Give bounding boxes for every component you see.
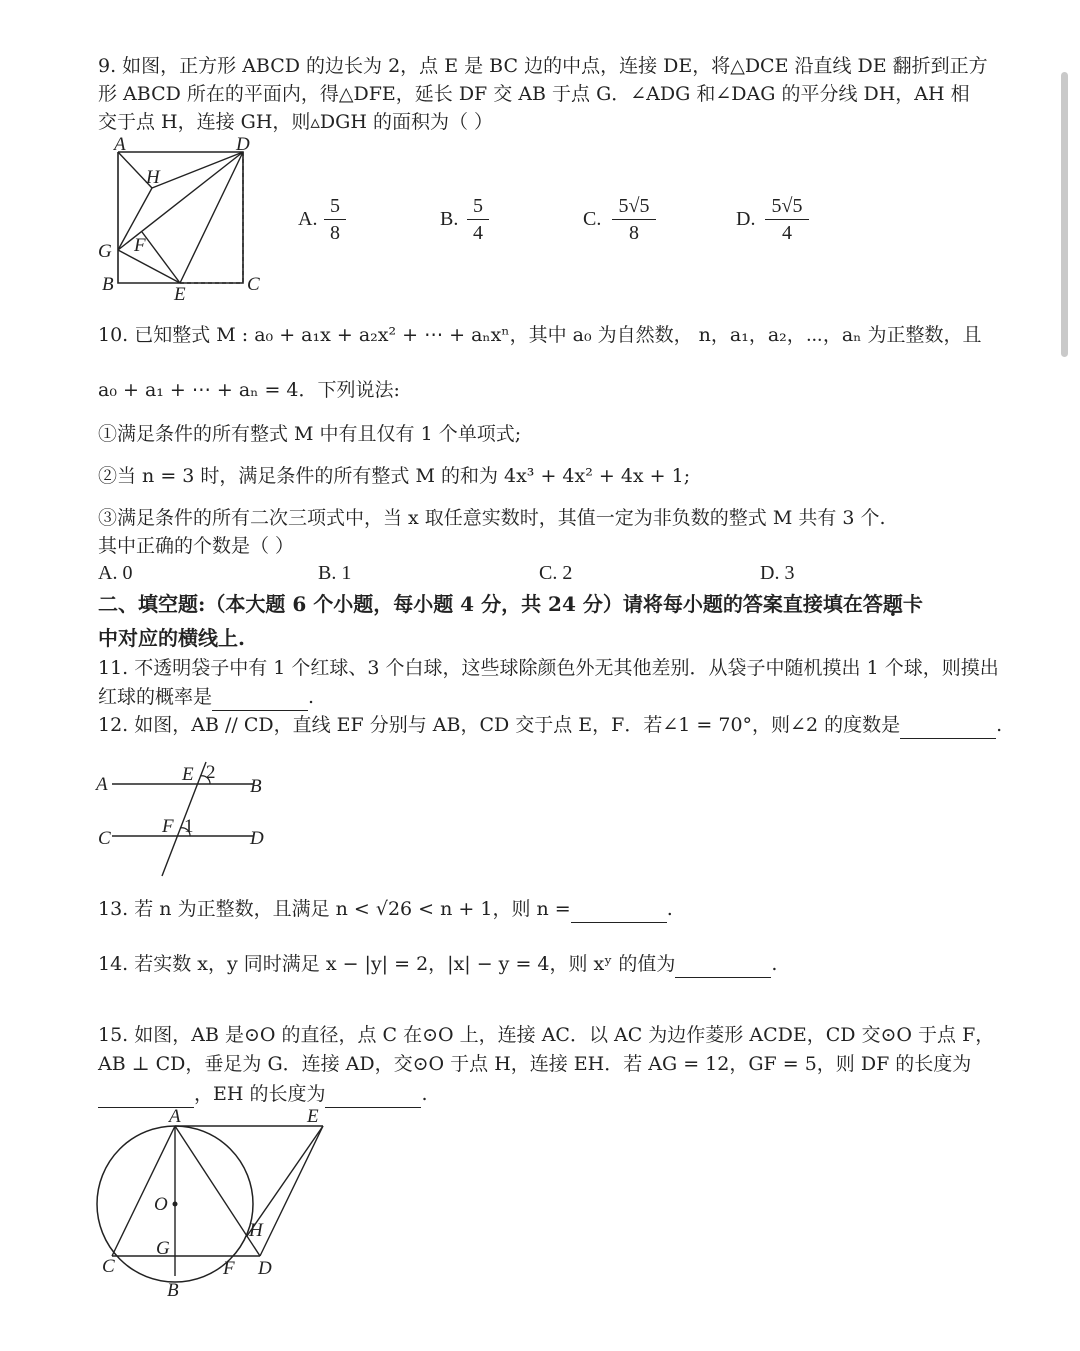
q10-option-b: B. 1	[318, 562, 352, 584]
q15-end: .	[421, 1083, 428, 1105]
section2-heading-main: 二、填空题:（本大题 6 个小题，每小题 4 分，共 24 分）请将每小题的答案直接填在	[98, 592, 863, 616]
label-F: F	[134, 235, 146, 256]
q9-option-a-num: 5	[330, 195, 340, 217]
q12-answer-blank[interactable]	[900, 716, 996, 739]
q9-option-a-fraction	[324, 194, 346, 245]
q15-line2: AB ⊥ CD，垂足为 G．连接 AD，交⊙O 于点 H，连接 EH．若 AG = 12，GF = 5，则 DF 的长度为	[98, 1053, 972, 1075]
q9-option-a-letter: A.	[298, 208, 318, 230]
label-angle-1: 1	[184, 816, 194, 837]
q10-line2: a₀ + a₁ + ⋯ + aₙ = 4．下列说法:	[98, 379, 400, 401]
q10-option-a: A. 0	[98, 562, 133, 584]
q11-answer-blank[interactable]	[212, 688, 308, 711]
label-A: A	[96, 774, 108, 795]
q11-line2	[98, 683, 314, 711]
q9-line1: 9. 如图，正方形 ABCD 的边长为 2，点 E 是 BC 边的中点，连接 DE，将△DCE 沿直线 DE 翻折到正方	[98, 55, 988, 77]
q14-text: 14. 若实数 x，y 同时满足 x − |y| = 2，|x| − y = 4，则 xʸ 的值为	[98, 953, 676, 975]
q11-line1: 11. 不透明袋子中有 1 个红球、3 个白球，这些球除颜色外无其他差别．从袋子中随机摸出 1 个球，则摸出	[98, 657, 999, 679]
q9-option-d-fraction	[765, 194, 809, 245]
label-E: E	[307, 1106, 319, 1127]
q10-statement-2: ②当 n = 3 时，满足条件的所有整式 M 的和为 4x³ + 4x² + 4x + 1;	[98, 465, 691, 487]
q15-line3-mid: ，EH 的长度为	[194, 1083, 326, 1105]
label-B: B	[102, 274, 114, 295]
label-C: C	[98, 828, 111, 849]
q10-question: 其中正确的个数是（ ）	[98, 535, 295, 557]
q12-end: .	[996, 714, 1003, 736]
label-G: G	[156, 1238, 170, 1259]
center-dot	[173, 1202, 178, 1207]
ge-line	[118, 250, 180, 283]
label-F: F	[162, 816, 174, 837]
q9-option-b-num: 5	[473, 195, 483, 217]
line-ed	[260, 1126, 323, 1256]
fe-line	[142, 232, 180, 283]
label-E: E	[174, 284, 186, 304]
label-C: C	[102, 1256, 115, 1277]
q9-option-c-fraction	[612, 194, 656, 245]
label-G: G	[98, 241, 112, 262]
scrollbar[interactable]	[1061, 72, 1068, 357]
section2-heading	[98, 590, 923, 618]
q9-option-c-den: 8	[629, 222, 639, 244]
q15-line1: 15. 如图，AB 是⊙O 的直径，点 C 在⊙O 上，连接 AC．以 AC 为边作菱形 ACDE，CD 交⊙O 于点 F，	[98, 1024, 995, 1046]
q12-line	[98, 711, 1002, 739]
q12-text: 12. 如图，AB // CD，直线 EF 分别与 AB，CD 交于点 E，F．若∠1 = 70°，则∠2 的度数是	[98, 714, 901, 736]
line-ac	[112, 1126, 175, 1256]
label-A: A	[114, 134, 126, 155]
label-D: D	[236, 134, 250, 155]
q12-parallel-lines-figure	[94, 756, 284, 880]
q9-option-a-den: 8	[330, 222, 340, 244]
q10-statement-3: ③满足条件的所有二次三项式中，当 x 取任意实数时，其值一定为非负数的整式 M 共有 3 个.	[98, 507, 886, 529]
q9-option-b-den: 4	[473, 222, 483, 244]
dh-line	[152, 152, 243, 188]
label-E: E	[182, 764, 194, 785]
q14-line	[98, 950, 777, 978]
q9-option-b-fraction	[467, 194, 489, 245]
q14-end: .	[771, 953, 778, 975]
label-F: F	[223, 1258, 235, 1279]
de-line	[180, 152, 243, 283]
label-D: D	[250, 828, 264, 849]
label-A: A	[169, 1106, 181, 1127]
q9-option-c-letter: C.	[583, 208, 602, 230]
q10-statement-1: ①满足条件的所有整式 M 中有且仅有 1 个单项式;	[98, 423, 522, 445]
q9-option-d-letter: D.	[736, 208, 756, 230]
q13-text: 13. 若 n 为正整数，且满足 n < √26 < n + 1，则 n =	[98, 898, 571, 920]
label-B: B	[167, 1280, 179, 1301]
q10-line1: 10. 已知整式 M : a₀ + a₁x + a₂x² + ⋯ + aₙxⁿ，其中 a₀ 为自然数， n，a₁，a₂，⋯，aₙ 为正整数，且	[98, 324, 982, 346]
label-D: D	[258, 1258, 272, 1279]
q9-option-d-num: 5√5	[771, 195, 803, 217]
q14-answer-blank[interactable]	[675, 955, 771, 978]
q11-line2-text: 红球的概率是	[98, 686, 213, 708]
q10-option-c: C. 2	[539, 562, 573, 584]
q9-line3: 交于点 H，连接 GH，则▵DGH 的面积为（ ）	[98, 111, 493, 133]
label-H: H	[146, 167, 160, 188]
q9-line2: 形 ABCD 所在的平面内，得△DFE，延长 DF 交 AB 于点 G．∠ADG 和∠DAG 的平分线 DH，AH 相	[98, 83, 970, 105]
q13-end: .	[666, 898, 673, 920]
label-angle-2: 2	[206, 762, 216, 783]
q10-option-d: D. 3	[760, 562, 795, 584]
q15-circle-rhombus-figure	[92, 1102, 342, 1302]
section2-heading-line2: 中对应的横线上.	[98, 626, 245, 650]
q13-answer-blank[interactable]	[571, 900, 667, 923]
q9-square-figure	[92, 132, 272, 304]
section2-heading-emphasis: 答题卡	[862, 592, 923, 616]
q11-end: .	[308, 686, 315, 708]
q9-option-c-num: 5√5	[618, 195, 650, 217]
label-C: C	[247, 274, 260, 295]
line-ad	[175, 1126, 260, 1256]
label-O: O	[154, 1194, 168, 1215]
label-H: H	[249, 1220, 263, 1241]
label-B: B	[250, 776, 262, 797]
q9-option-d-den: 4	[782, 222, 792, 244]
q13-line	[98, 895, 673, 923]
q9-option-b-letter: B.	[440, 208, 459, 230]
